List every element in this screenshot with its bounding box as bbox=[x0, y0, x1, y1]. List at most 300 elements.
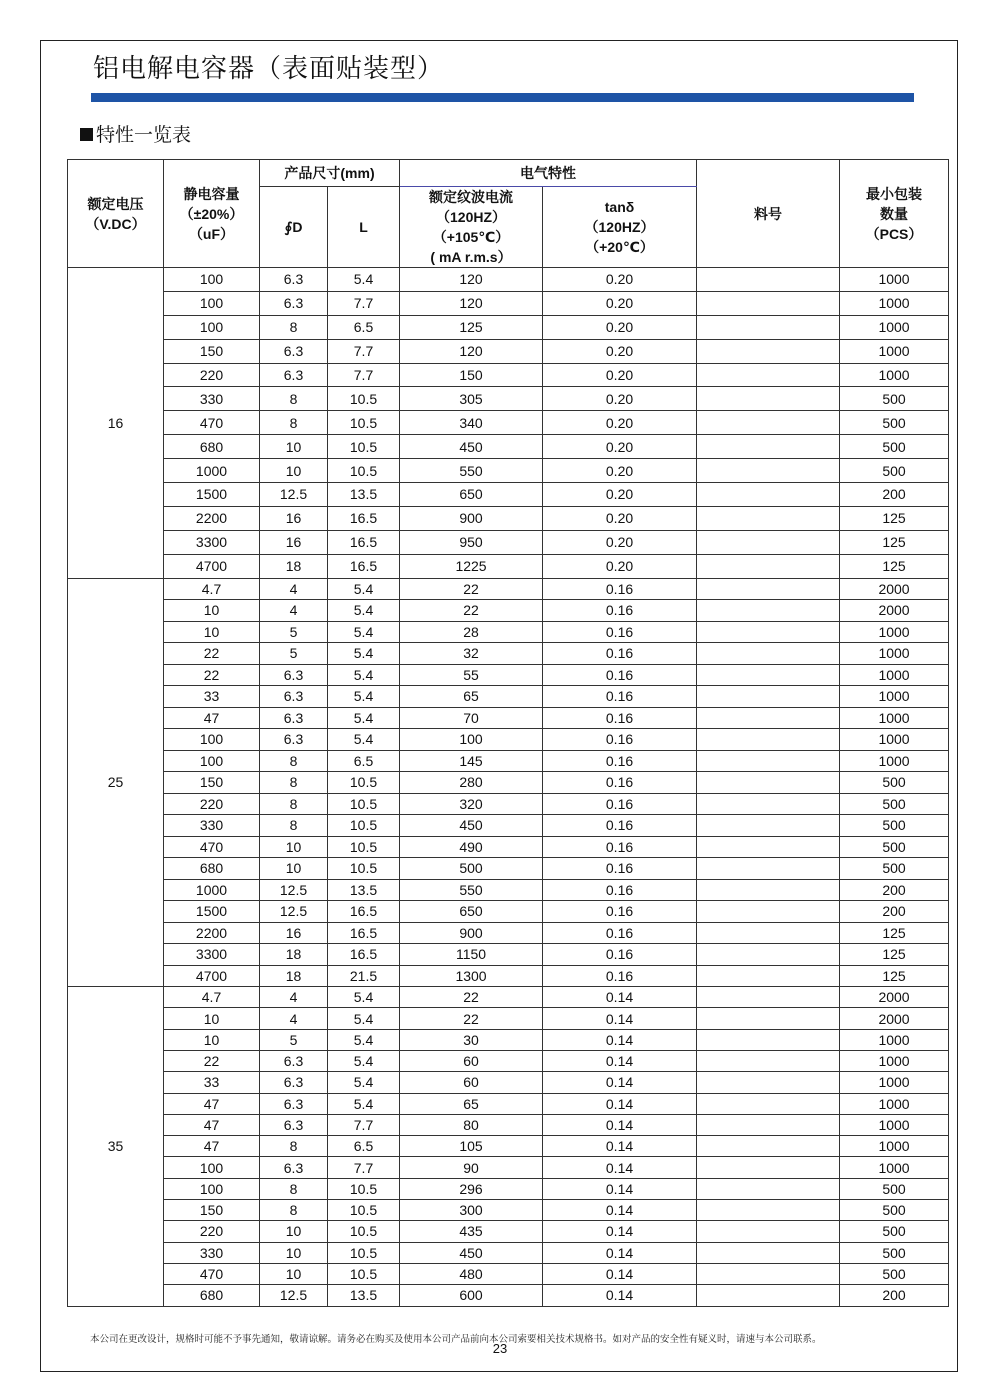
capacitance-cell: 100 bbox=[164, 291, 260, 315]
part-number-cell bbox=[697, 435, 840, 459]
min-pack-cell: 500 bbox=[840, 411, 949, 435]
diameter-cell: 12.5 bbox=[260, 483, 328, 507]
min-pack-cell: 1000 bbox=[840, 686, 949, 708]
table-row bbox=[68, 1157, 949, 1178]
capacitance-cell: 100 bbox=[164, 750, 260, 772]
ripple-cell: 340 bbox=[400, 411, 543, 435]
capacitance-cell: 22 bbox=[164, 1050, 260, 1071]
min-pack-cell: 125 bbox=[840, 530, 949, 554]
part-number-cell bbox=[697, 268, 840, 292]
min-pack-cell: 500 bbox=[840, 459, 949, 483]
length-cell: 10.5 bbox=[328, 772, 400, 794]
min-pack-cell: 200 bbox=[840, 879, 949, 901]
ripple-cell: 435 bbox=[400, 1221, 543, 1242]
min-pack-cell: 1000 bbox=[840, 643, 949, 665]
length-cell: 10.5 bbox=[328, 411, 400, 435]
ripple-cell: 22 bbox=[400, 987, 543, 1008]
diameter-cell: 6.3 bbox=[260, 707, 328, 729]
table-row bbox=[68, 1029, 949, 1050]
diameter-cell: 12.5 bbox=[260, 901, 328, 923]
part-number-cell bbox=[697, 621, 840, 643]
length-cell: 5.4 bbox=[328, 1008, 400, 1029]
part-number-cell bbox=[697, 643, 840, 665]
min-pack-cell: 1000 bbox=[840, 268, 949, 292]
tan-delta-cell: 0.14 bbox=[543, 1263, 697, 1284]
capacitance-cell: 2200 bbox=[164, 506, 260, 530]
length-cell: 10.5 bbox=[328, 1221, 400, 1242]
capacitance-cell: 150 bbox=[164, 772, 260, 794]
capacitance-cell: 220 bbox=[164, 1221, 260, 1242]
part-number-cell bbox=[697, 1157, 840, 1178]
table-row bbox=[68, 1242, 949, 1263]
header-diameter: ∮D bbox=[260, 187, 328, 268]
tan-delta-cell: 0.14 bbox=[543, 1072, 697, 1093]
capacitance-cell: 220 bbox=[164, 363, 260, 387]
capacitance-cell: 3300 bbox=[164, 944, 260, 966]
tan-delta-cell: 0.20 bbox=[543, 554, 697, 578]
table-row bbox=[68, 686, 949, 708]
capacitance-cell: 100 bbox=[164, 268, 260, 292]
ripple-cell: 32 bbox=[400, 643, 543, 665]
capacitance-cell: 10 bbox=[164, 600, 260, 622]
min-pack-cell: 1000 bbox=[840, 707, 949, 729]
tan-delta-cell: 0.14 bbox=[543, 1157, 697, 1178]
ripple-cell: 320 bbox=[400, 793, 543, 815]
tan-delta-cell: 0.20 bbox=[543, 459, 697, 483]
diameter-cell: 8 bbox=[260, 411, 328, 435]
table-row bbox=[68, 339, 949, 363]
ripple-cell: 65 bbox=[400, 1093, 543, 1114]
ripple-cell: 60 bbox=[400, 1072, 543, 1093]
length-cell: 5.4 bbox=[328, 987, 400, 1008]
min-pack-cell: 500 bbox=[840, 793, 949, 815]
header-min-pack: 最小包装 数量 （PCS） bbox=[840, 160, 949, 268]
diameter-cell: 18 bbox=[260, 944, 328, 966]
group-16v bbox=[68, 268, 949, 579]
part-number-cell bbox=[697, 858, 840, 880]
voltage-cell: 25 bbox=[68, 578, 164, 987]
tan-delta-cell: 0.16 bbox=[543, 729, 697, 751]
ripple-cell: 60 bbox=[400, 1050, 543, 1071]
ripple-cell: 1225 bbox=[400, 554, 543, 578]
length-cell: 10.5 bbox=[328, 1200, 400, 1221]
length-cell: 13.5 bbox=[328, 483, 400, 507]
part-number-cell bbox=[697, 1221, 840, 1242]
min-pack-cell: 125 bbox=[840, 554, 949, 578]
min-pack-cell: 500 bbox=[840, 387, 949, 411]
table-row bbox=[68, 554, 949, 578]
diameter-cell: 18 bbox=[260, 554, 328, 578]
diameter-cell: 10 bbox=[260, 1242, 328, 1263]
min-pack-cell: 1000 bbox=[840, 1050, 949, 1071]
tan-delta-cell: 0.20 bbox=[543, 291, 697, 315]
part-number-cell bbox=[697, 1263, 840, 1284]
voltage-cell: 16 bbox=[68, 268, 164, 579]
table-row bbox=[68, 1072, 949, 1093]
table-row bbox=[68, 1200, 949, 1221]
min-pack-cell: 1000 bbox=[840, 621, 949, 643]
diameter-cell: 8 bbox=[260, 387, 328, 411]
min-pack-cell: 500 bbox=[840, 772, 949, 794]
table-row bbox=[68, 315, 949, 339]
diameter-cell: 16 bbox=[260, 530, 328, 554]
length-cell: 6.5 bbox=[328, 750, 400, 772]
ripple-cell: 296 bbox=[400, 1178, 543, 1199]
diameter-cell: 10 bbox=[260, 836, 328, 858]
table-row bbox=[68, 1221, 949, 1242]
capacitance-cell: 100 bbox=[164, 1157, 260, 1178]
table-row bbox=[68, 621, 949, 643]
tan-delta-cell: 0.16 bbox=[543, 772, 697, 794]
min-pack-cell: 125 bbox=[840, 965, 949, 987]
part-number-cell bbox=[697, 1178, 840, 1199]
table-row bbox=[68, 707, 949, 729]
table-row bbox=[68, 793, 949, 815]
ripple-cell: 450 bbox=[400, 435, 543, 459]
min-pack-cell: 500 bbox=[840, 815, 949, 837]
part-number-cell bbox=[697, 554, 840, 578]
ripple-cell: 650 bbox=[400, 901, 543, 923]
ripple-cell: 90 bbox=[400, 1157, 543, 1178]
tan-delta-cell: 0.16 bbox=[543, 858, 697, 880]
diameter-cell: 6.3 bbox=[260, 363, 328, 387]
ripple-cell: 120 bbox=[400, 339, 543, 363]
length-cell: 16.5 bbox=[328, 901, 400, 923]
min-pack-cell: 125 bbox=[840, 922, 949, 944]
tan-delta-cell: 0.14 bbox=[543, 1029, 697, 1050]
tan-delta-cell: 0.16 bbox=[543, 621, 697, 643]
group-25v bbox=[68, 578, 949, 987]
part-number-cell bbox=[697, 987, 840, 1008]
diameter-cell: 10 bbox=[260, 1263, 328, 1284]
table-row bbox=[68, 411, 949, 435]
header-voltage: 额定电压 （V.DC） bbox=[68, 160, 164, 268]
tan-delta-cell: 0.14 bbox=[543, 1242, 697, 1263]
table-row bbox=[68, 858, 949, 880]
diameter-cell: 10 bbox=[260, 1221, 328, 1242]
tan-delta-cell: 0.16 bbox=[543, 815, 697, 837]
diameter-cell: 8 bbox=[260, 1136, 328, 1157]
capacitance-cell: 1500 bbox=[164, 483, 260, 507]
table-row bbox=[68, 965, 949, 987]
table-row bbox=[68, 268, 949, 292]
ripple-cell: 300 bbox=[400, 1200, 543, 1221]
length-cell: 7.7 bbox=[328, 291, 400, 315]
capacitance-cell: 47 bbox=[164, 1136, 260, 1157]
capacitance-cell: 150 bbox=[164, 339, 260, 363]
diameter-cell: 8 bbox=[260, 793, 328, 815]
diameter-cell: 8 bbox=[260, 750, 328, 772]
capacitance-cell: 10 bbox=[164, 621, 260, 643]
diameter-cell: 5 bbox=[260, 621, 328, 643]
capacitance-cell: 220 bbox=[164, 793, 260, 815]
diameter-cell: 8 bbox=[260, 1178, 328, 1199]
table-row bbox=[68, 1093, 949, 1114]
table-row bbox=[68, 944, 949, 966]
section-title bbox=[80, 120, 191, 147]
tan-delta-cell: 0.14 bbox=[543, 1178, 697, 1199]
part-number-cell bbox=[697, 815, 840, 837]
tan-delta-cell: 0.20 bbox=[543, 339, 697, 363]
ripple-cell: 500 bbox=[400, 858, 543, 880]
capacitance-cell: 330 bbox=[164, 387, 260, 411]
capacitance-cell: 3300 bbox=[164, 530, 260, 554]
min-pack-cell: 1000 bbox=[840, 1029, 949, 1050]
table-row bbox=[68, 729, 949, 751]
part-number-cell bbox=[697, 530, 840, 554]
tan-delta-cell: 0.20 bbox=[543, 411, 697, 435]
length-cell: 16.5 bbox=[328, 922, 400, 944]
header-part-number: 料号 bbox=[697, 160, 840, 268]
tan-delta-cell: 0.16 bbox=[543, 664, 697, 686]
part-number-cell bbox=[697, 686, 840, 708]
length-cell: 16.5 bbox=[328, 530, 400, 554]
min-pack-cell: 1000 bbox=[840, 664, 949, 686]
capacitance-cell: 680 bbox=[164, 435, 260, 459]
capacitance-cell: 100 bbox=[164, 729, 260, 751]
capacitance-cell: 1000 bbox=[164, 459, 260, 483]
length-cell: 5.4 bbox=[328, 729, 400, 751]
capacitance-cell: 4.7 bbox=[164, 987, 260, 1008]
min-pack-cell: 125 bbox=[840, 506, 949, 530]
length-cell: 6.5 bbox=[328, 1136, 400, 1157]
part-number-cell bbox=[697, 1242, 840, 1263]
min-pack-cell: 2000 bbox=[840, 987, 949, 1008]
table-row bbox=[68, 291, 949, 315]
min-pack-cell: 2000 bbox=[840, 600, 949, 622]
table-row bbox=[68, 922, 949, 944]
min-pack-cell: 1000 bbox=[840, 1157, 949, 1178]
group-35v bbox=[68, 987, 949, 1306]
ripple-cell: 1150 bbox=[400, 944, 543, 966]
part-number-cell bbox=[697, 600, 840, 622]
diameter-cell: 12.5 bbox=[260, 1285, 328, 1306]
length-cell: 7.7 bbox=[328, 339, 400, 363]
tan-delta-cell: 0.20 bbox=[543, 363, 697, 387]
capacitance-cell: 1500 bbox=[164, 901, 260, 923]
min-pack-cell: 200 bbox=[840, 1285, 949, 1306]
length-cell: 10.5 bbox=[328, 793, 400, 815]
length-cell: 5.4 bbox=[328, 1029, 400, 1050]
part-number-cell bbox=[697, 1285, 840, 1306]
length-cell: 10.5 bbox=[328, 858, 400, 880]
tan-delta-cell: 0.14 bbox=[543, 987, 697, 1008]
capacitance-cell: 33 bbox=[164, 1072, 260, 1093]
table-row bbox=[68, 1285, 949, 1306]
part-number-cell bbox=[697, 1050, 840, 1071]
table-row bbox=[68, 901, 949, 923]
header-electrical-group: 电气特性 bbox=[400, 160, 697, 187]
table-row bbox=[68, 772, 949, 794]
part-number-cell bbox=[697, 291, 840, 315]
part-number-cell bbox=[697, 459, 840, 483]
tan-delta-cell: 0.20 bbox=[543, 268, 697, 292]
header-ripple-current: 额定纹波电流 （120HZ） （+105℃） ( mA r.m.s） bbox=[400, 187, 543, 268]
diameter-cell: 5 bbox=[260, 643, 328, 665]
part-number-cell bbox=[697, 793, 840, 815]
diameter-cell: 6.3 bbox=[260, 1157, 328, 1178]
header-tan-delta: tanδ （120HZ） （+20℃） bbox=[543, 187, 697, 268]
ripple-cell: 900 bbox=[400, 922, 543, 944]
table-row bbox=[68, 578, 949, 600]
capacitance-cell: 2200 bbox=[164, 922, 260, 944]
part-number-cell bbox=[697, 901, 840, 923]
diameter-cell: 18 bbox=[260, 965, 328, 987]
capacitance-cell: 470 bbox=[164, 836, 260, 858]
min-pack-cell: 1000 bbox=[840, 315, 949, 339]
table-row bbox=[68, 1008, 949, 1029]
tan-delta-cell: 0.20 bbox=[543, 387, 697, 411]
tan-delta-cell: 0.16 bbox=[543, 922, 697, 944]
ripple-cell: 22 bbox=[400, 1008, 543, 1029]
tan-delta-cell: 0.16 bbox=[543, 879, 697, 901]
min-pack-cell: 500 bbox=[840, 435, 949, 459]
tan-delta-cell: 0.16 bbox=[543, 944, 697, 966]
tan-delta-cell: 0.16 bbox=[543, 600, 697, 622]
table-row bbox=[68, 1263, 949, 1284]
diameter-cell: 8 bbox=[260, 772, 328, 794]
tan-delta-cell: 0.16 bbox=[543, 707, 697, 729]
ripple-cell: 55 bbox=[400, 664, 543, 686]
part-number-cell bbox=[697, 1093, 840, 1114]
diameter-cell: 8 bbox=[260, 315, 328, 339]
length-cell: 13.5 bbox=[328, 879, 400, 901]
min-pack-cell: 500 bbox=[840, 858, 949, 880]
part-number-cell bbox=[697, 315, 840, 339]
length-cell: 10.5 bbox=[328, 459, 400, 483]
diameter-cell: 8 bbox=[260, 815, 328, 837]
length-cell: 7.7 bbox=[328, 1157, 400, 1178]
ripple-cell: 1300 bbox=[400, 965, 543, 987]
min-pack-cell: 125 bbox=[840, 944, 949, 966]
part-number-cell bbox=[697, 750, 840, 772]
part-number-cell bbox=[697, 836, 840, 858]
diameter-cell: 4 bbox=[260, 578, 328, 600]
length-cell: 10.5 bbox=[328, 387, 400, 411]
voltage-cell: 35 bbox=[68, 987, 164, 1306]
min-pack-cell: 200 bbox=[840, 483, 949, 507]
length-cell: 10.5 bbox=[328, 1242, 400, 1263]
tan-delta-cell: 0.16 bbox=[543, 901, 697, 923]
capacitance-cell: 47 bbox=[164, 1114, 260, 1135]
length-cell: 5.4 bbox=[328, 268, 400, 292]
table-row bbox=[68, 750, 949, 772]
capacitance-cell: 10 bbox=[164, 1008, 260, 1029]
diameter-cell: 8 bbox=[260, 1200, 328, 1221]
length-cell: 10.5 bbox=[328, 1263, 400, 1284]
ripple-cell: 120 bbox=[400, 291, 543, 315]
tan-delta-cell: 0.16 bbox=[543, 686, 697, 708]
tan-delta-cell: 0.20 bbox=[543, 315, 697, 339]
length-cell: 13.5 bbox=[328, 1285, 400, 1306]
header-size-group: 产品尺寸(mm) bbox=[260, 160, 400, 187]
part-number-cell bbox=[697, 387, 840, 411]
ripple-cell: 80 bbox=[400, 1114, 543, 1135]
header-length: L bbox=[328, 187, 400, 268]
part-number-cell bbox=[697, 411, 840, 435]
diameter-cell: 5 bbox=[260, 1029, 328, 1050]
part-number-cell bbox=[697, 363, 840, 387]
table-row bbox=[68, 600, 949, 622]
ripple-cell: 65 bbox=[400, 686, 543, 708]
tan-delta-cell: 0.20 bbox=[543, 506, 697, 530]
min-pack-cell: 1000 bbox=[840, 339, 949, 363]
diameter-cell: 10 bbox=[260, 858, 328, 880]
part-number-cell bbox=[697, 729, 840, 751]
part-number-cell bbox=[697, 965, 840, 987]
tan-delta-cell: 0.20 bbox=[543, 483, 697, 507]
ripple-cell: 480 bbox=[400, 1263, 543, 1284]
tan-delta-cell: 0.14 bbox=[543, 1114, 697, 1135]
min-pack-cell: 500 bbox=[840, 1242, 949, 1263]
capacitance-cell: 100 bbox=[164, 315, 260, 339]
diameter-cell: 6.3 bbox=[260, 1093, 328, 1114]
table-row bbox=[68, 879, 949, 901]
part-number-cell bbox=[697, 1114, 840, 1135]
length-cell: 5.4 bbox=[328, 1072, 400, 1093]
tan-delta-cell: 0.20 bbox=[543, 435, 697, 459]
part-number-cell bbox=[697, 1072, 840, 1093]
table-row bbox=[68, 643, 949, 665]
ripple-cell: 100 bbox=[400, 729, 543, 751]
min-pack-cell: 1000 bbox=[840, 1136, 949, 1157]
tan-delta-cell: 0.14 bbox=[543, 1093, 697, 1114]
capacitance-cell: 33 bbox=[164, 686, 260, 708]
ripple-cell: 550 bbox=[400, 459, 543, 483]
part-number-cell bbox=[697, 772, 840, 794]
length-cell: 5.4 bbox=[328, 664, 400, 686]
part-number-cell bbox=[697, 1029, 840, 1050]
ripple-cell: 125 bbox=[400, 315, 543, 339]
diameter-cell: 6.3 bbox=[260, 664, 328, 686]
capacitance-cell: 22 bbox=[164, 643, 260, 665]
diameter-cell: 12.5 bbox=[260, 879, 328, 901]
part-number-cell bbox=[697, 339, 840, 363]
capacitance-cell: 4700 bbox=[164, 965, 260, 987]
diameter-cell: 6.3 bbox=[260, 1072, 328, 1093]
capacitance-cell: 4700 bbox=[164, 554, 260, 578]
tan-delta-cell: 0.14 bbox=[543, 1200, 697, 1221]
capacitance-cell: 470 bbox=[164, 1263, 260, 1284]
ripple-cell: 70 bbox=[400, 707, 543, 729]
length-cell: 5.4 bbox=[328, 578, 400, 600]
min-pack-cell: 500 bbox=[840, 1221, 949, 1242]
tan-delta-cell: 0.16 bbox=[543, 750, 697, 772]
min-pack-cell: 1000 bbox=[840, 750, 949, 772]
footer-disclaimer: 本公司在更改设计，规格时可能不予事先通知，敬请谅解。请务必在购买及使用本公司产品前向本公司索要相关技术规格书。如对产品的安全性有疑义时，请速与本公司联系。 bbox=[90, 1334, 822, 1345]
part-number-cell bbox=[697, 1136, 840, 1157]
diameter-cell: 10 bbox=[260, 459, 328, 483]
square-bullet-icon bbox=[80, 128, 93, 141]
capacitance-cell: 47 bbox=[164, 1093, 260, 1114]
ripple-cell: 145 bbox=[400, 750, 543, 772]
part-number-cell bbox=[697, 879, 840, 901]
ripple-cell: 22 bbox=[400, 600, 543, 622]
length-cell: 7.7 bbox=[328, 363, 400, 387]
tan-delta-cell: 0.16 bbox=[543, 578, 697, 600]
table-row bbox=[68, 387, 949, 411]
title-underline-bar bbox=[91, 93, 914, 102]
length-cell: 10.5 bbox=[328, 435, 400, 459]
min-pack-cell: 1000 bbox=[840, 729, 949, 751]
ripple-cell: 600 bbox=[400, 1285, 543, 1306]
table-row bbox=[68, 435, 949, 459]
table-row bbox=[68, 1050, 949, 1071]
ripple-cell: 28 bbox=[400, 621, 543, 643]
characteristics-table bbox=[67, 159, 949, 1307]
capacitance-cell: 150 bbox=[164, 1200, 260, 1221]
table-row bbox=[68, 506, 949, 530]
